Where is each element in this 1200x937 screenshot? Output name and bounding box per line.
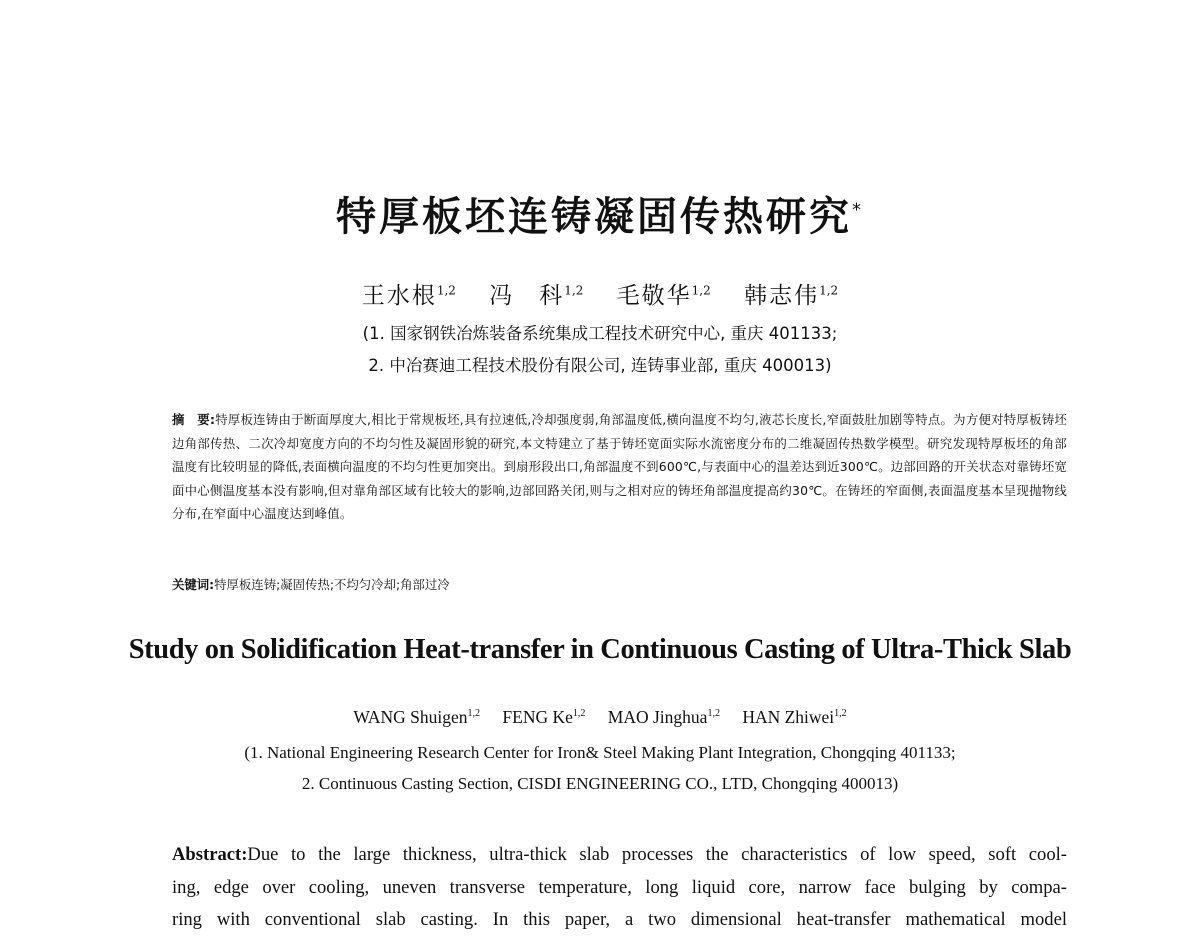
chinese-abstract-label: 摘 要: bbox=[172, 412, 216, 427]
english-affiliation-2: 2. Continuous Casting Section, CISDI ENGINEERING CO., LTD, Chongqing 400013) bbox=[301, 774, 899, 793]
english-title: Study on Solidification Heat-transfer in Continuous Casting of Ultra-Thick Slab bbox=[128, 634, 1072, 665]
english-abstract bbox=[172, 839, 1067, 937]
chinese-affiliation-2: 2. 中冶赛迪工程技术股份有限公司, 连铸事业部, 重庆 400013) bbox=[368, 356, 832, 375]
chinese-authors bbox=[0, 277, 1200, 310]
chinese-title-text: 特厚板坯连铸凝固传热研究 bbox=[336, 194, 852, 240]
chinese-keywords bbox=[172, 575, 1067, 593]
chinese-author: 王水根$^{1,2}$ bbox=[361, 283, 456, 309]
chinese-abstract-text: 特厚板连铸由于断面厚度大,相比于常规板坯,具有拉速低,冷却强度弱,角部温度低,横向温度不均匀,液芯长度长,窄面鼓肚加剧等特点。为方便对特厚板铸坯边角部传热、二次冷却宽度方向的不均匀性及凝固形貌的研究,本文特建立了基于铸坯宽面实际水流密度分布的二维凝固传热数学模型。研究发现特厚板坯的角部温度有比较明显的降低,表面横向温度的不均匀性更加突出。到扇形段出口,角部温度不到600℃,与表面中心的温差达到近300℃。边部回路的开关状态对靠铸坯宽面中心侧温度基本没有影响,但对靠角部区域有比较大的影响,边部回路关闭,则与之相对应的铸坯角部温度提高约30℃。在铸坯的窄面侧,表面温度基本呈现抛物线分布,在窄面中心温度达到峰值。 bbox=[172, 412, 1067, 522]
english-author: HAN Zhiwei$^{1,2}$ bbox=[742, 707, 847, 727]
chinese-keywords-text: 特厚板连铸;凝固传热;不均匀冷却;角部过冷 bbox=[214, 577, 450, 592]
english-abstract-label: Abstract: bbox=[172, 844, 248, 865]
english-abstract-line: Abstract:Due to the large thickness, ultra-thick slab processes the characteristics of low speed, soft cool- bbox=[172, 844, 1067, 865]
chinese-title bbox=[0, 185, 1200, 242]
chinese-abstract bbox=[172, 408, 1067, 526]
english-author: MAO Jinghua$^{1,2}$ bbox=[607, 707, 720, 727]
chinese-author: 冯 科$^{1,2}$ bbox=[489, 283, 584, 309]
english-author: FENG Ke$^{1,2}$ bbox=[502, 707, 586, 727]
chinese-author: 韩志伟$^{1,2}$ bbox=[744, 283, 839, 309]
english-author: WANG Shuigen$^{1,2}$ bbox=[353, 707, 481, 727]
english-abstract-line: ing, edge over cooling, uneven transverse temperature, long liquid core, narrow face bulging by compa- bbox=[172, 876, 1067, 898]
english-abstract-line: ring with conventional slab casting. In this paper, a two dimensional heat-transfer mathematical model bbox=[172, 909, 1067, 930]
chinese-author: 毛敬华$^{1,2}$ bbox=[616, 283, 711, 309]
chinese-affiliation-1: (1. 国家钢铁冶炼装备系统集成工程技术研究中心, 重庆 401133; bbox=[362, 324, 838, 343]
english-authors bbox=[0, 707, 1200, 728]
title-footnote-mark: * bbox=[852, 199, 864, 221]
chinese-keywords-label: 关键词: bbox=[172, 577, 215, 592]
english-affiliation-1: (1. National Engineering Research Center for Iron& Steel Making Plant Integration, Chongqing 401133; bbox=[244, 743, 956, 762]
